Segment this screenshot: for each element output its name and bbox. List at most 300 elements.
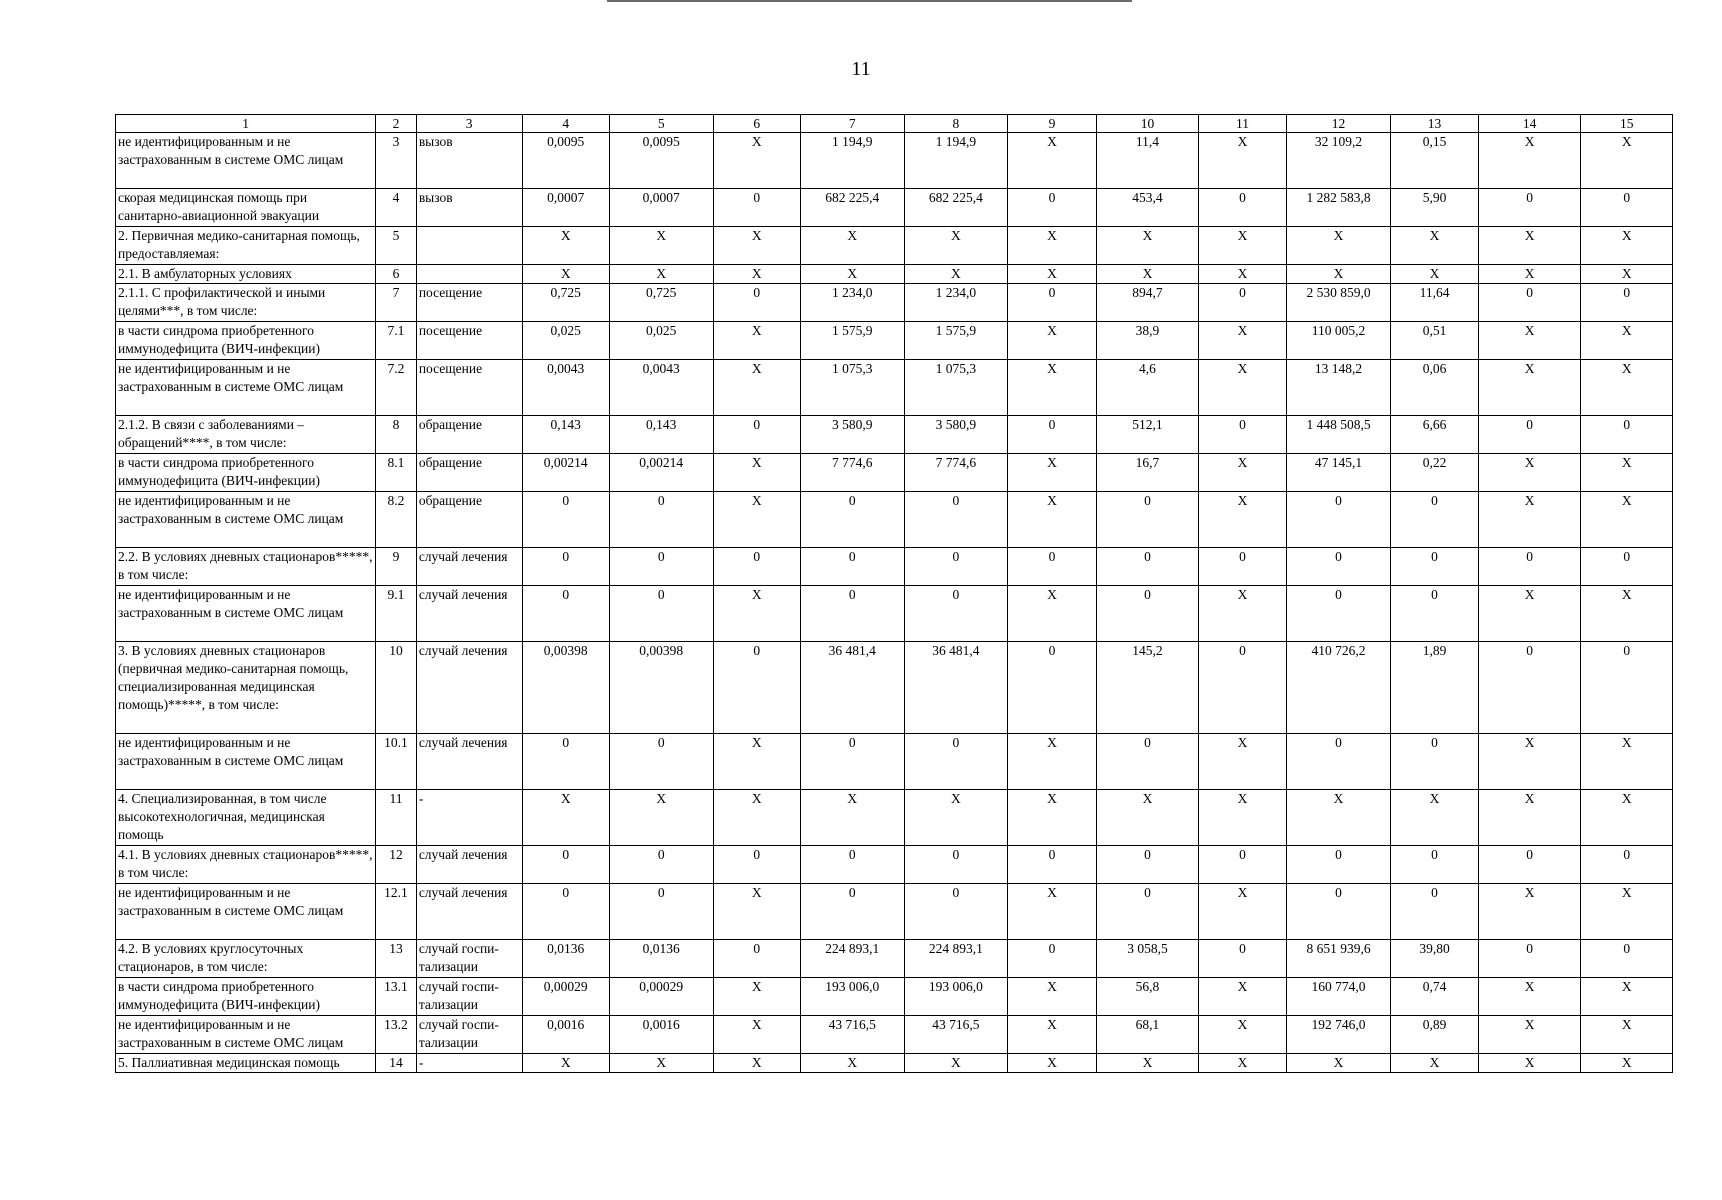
cell-col-5: 0,0007 xyxy=(609,189,713,227)
cell-col-12: 2 530 859,0 xyxy=(1286,284,1391,322)
cell-col-15: 0 xyxy=(1581,846,1673,884)
cell-col-11: X xyxy=(1199,1054,1286,1073)
cell-col-10: 0 xyxy=(1096,492,1199,548)
cell-col-14: X xyxy=(1478,492,1581,548)
cell-col-14: X xyxy=(1478,1016,1581,1054)
cell-col-8: 36 481,4 xyxy=(904,642,1008,734)
row-number: 12.1 xyxy=(376,884,417,940)
cell-col-6: X xyxy=(713,790,800,846)
unit: случай лечения xyxy=(416,884,522,940)
unit: обращение xyxy=(416,492,522,548)
row-number: 9 xyxy=(376,548,417,586)
cell-col-5: 0 xyxy=(609,492,713,548)
cell-col-8: X xyxy=(904,1054,1008,1073)
cell-col-9: X xyxy=(1008,884,1096,940)
row-label: в части синдрома приобретенного иммунодефицита (ВИЧ-инфекции) xyxy=(116,978,376,1016)
cell-col-13: 0 xyxy=(1391,586,1478,642)
row-label: 2.1.1. С профилактической и иными целями***, в том числе: xyxy=(116,284,376,322)
table-row xyxy=(116,227,1673,265)
cell-col-12: X xyxy=(1286,227,1391,265)
unit: вызов xyxy=(416,189,522,227)
cell-col-6: 0 xyxy=(713,846,800,884)
row-label: 4. Специализированная, в том числе высокотехнологичная, медицинская помощь xyxy=(116,790,376,846)
cell-col-7: X xyxy=(800,790,904,846)
cell-col-5: 0,00029 xyxy=(609,978,713,1016)
cell-col-10: X xyxy=(1096,227,1199,265)
cell-col-6: X xyxy=(713,360,800,416)
cell-col-7: 1 075,3 xyxy=(800,360,904,416)
cell-col-7: X xyxy=(800,265,904,284)
table-row xyxy=(116,790,1673,846)
cell-col-9: X xyxy=(1008,492,1096,548)
row-number: 9.1 xyxy=(376,586,417,642)
row-label: не идентифицированным и не застрахованным в системе ОМС лицам xyxy=(116,360,376,416)
cell-col-9: X xyxy=(1008,586,1096,642)
table-row xyxy=(116,189,1673,227)
table-row xyxy=(116,416,1673,454)
cell-col-5: 0,0095 xyxy=(609,133,713,189)
cell-col-11: X xyxy=(1199,978,1286,1016)
cell-col-8: X xyxy=(904,265,1008,284)
cell-col-9: 0 xyxy=(1008,548,1096,586)
cell-col-15: X xyxy=(1581,133,1673,189)
cell-col-14: 0 xyxy=(1478,284,1581,322)
cell-col-4: 0 xyxy=(522,492,609,548)
cell-col-11: 0 xyxy=(1199,416,1286,454)
cell-col-7: 0 xyxy=(800,846,904,884)
top-rule xyxy=(607,0,1132,2)
row-number: 5 xyxy=(376,227,417,265)
cell-col-8: 0 xyxy=(904,734,1008,790)
cell-col-5: 0,725 xyxy=(609,284,713,322)
cell-col-11: 0 xyxy=(1199,940,1286,978)
row-number: 10.1 xyxy=(376,734,417,790)
cell-col-14: 0 xyxy=(1478,846,1581,884)
cell-col-14: 0 xyxy=(1478,548,1581,586)
cell-col-4: 0,725 xyxy=(522,284,609,322)
cell-col-5: 0,00398 xyxy=(609,642,713,734)
unit: случай госпи-тализации xyxy=(416,940,522,978)
cell-col-11: X xyxy=(1199,360,1286,416)
column-number-5: 5 xyxy=(609,115,713,133)
cell-col-15: X xyxy=(1581,360,1673,416)
row-label: 2.1.2. В связи с заболеваниями – обращений****, в том числе: xyxy=(116,416,376,454)
cell-col-5: 0,0136 xyxy=(609,940,713,978)
row-label: скорая медицинская помощь при санитарно-авиационной эвакуации xyxy=(116,189,376,227)
table-row xyxy=(116,642,1673,734)
cell-col-5: 0,0016 xyxy=(609,1016,713,1054)
row-label: 5. Паллиативная медицинская помощь xyxy=(116,1054,376,1073)
cell-col-13: 0,06 xyxy=(1391,360,1478,416)
cell-col-10: 894,7 xyxy=(1096,284,1199,322)
unit: случай лечения xyxy=(416,846,522,884)
cell-col-7: 43 716,5 xyxy=(800,1016,904,1054)
column-number-3: 3 xyxy=(416,115,522,133)
cell-col-13: X xyxy=(1391,1054,1478,1073)
cell-col-13: X xyxy=(1391,790,1478,846)
cell-col-15: X xyxy=(1581,1054,1673,1073)
cell-col-10: 453,4 xyxy=(1096,189,1199,227)
table-row xyxy=(116,734,1673,790)
cell-col-12: 1 448 508,5 xyxy=(1286,416,1391,454)
cell-col-10: X xyxy=(1096,790,1199,846)
cell-col-14: 0 xyxy=(1478,940,1581,978)
table-row xyxy=(116,492,1673,548)
cell-col-6: X xyxy=(713,978,800,1016)
row-label: не идентифицированным и не застрахованным в системе ОМС лицам xyxy=(116,734,376,790)
cell-col-13: 0 xyxy=(1391,492,1478,548)
cell-col-12: 0 xyxy=(1286,586,1391,642)
row-number: 8.2 xyxy=(376,492,417,548)
cell-col-7: 7 774,6 xyxy=(800,454,904,492)
cell-col-4: 0,0043 xyxy=(522,360,609,416)
table-row xyxy=(116,846,1673,884)
cell-col-7: X xyxy=(800,1054,904,1073)
cell-col-10: 3 058,5 xyxy=(1096,940,1199,978)
cell-col-10: 56,8 xyxy=(1096,978,1199,1016)
row-number: 8.1 xyxy=(376,454,417,492)
cell-col-9: X xyxy=(1008,978,1096,1016)
cell-col-13: 6,66 xyxy=(1391,416,1478,454)
cell-col-9: X xyxy=(1008,734,1096,790)
cell-col-4: 0 xyxy=(522,586,609,642)
unit: случай госпи-тализации xyxy=(416,1016,522,1054)
cell-col-11: X xyxy=(1199,1016,1286,1054)
cell-col-10: 512,1 xyxy=(1096,416,1199,454)
cell-col-6: 0 xyxy=(713,548,800,586)
row-label: 4.1. В условиях дневных стационаров*****, в том числе: xyxy=(116,846,376,884)
cell-col-9: X xyxy=(1008,1054,1096,1073)
cell-col-12: 1 282 583,8 xyxy=(1286,189,1391,227)
cell-col-14: 0 xyxy=(1478,642,1581,734)
unit: случай лечения xyxy=(416,734,522,790)
cell-col-14: X xyxy=(1478,322,1581,360)
cell-col-14: X xyxy=(1478,790,1581,846)
cell-col-11: X xyxy=(1199,492,1286,548)
unit: вызов xyxy=(416,133,522,189)
cell-col-12: 32 109,2 xyxy=(1286,133,1391,189)
cell-col-6: 0 xyxy=(713,940,800,978)
cell-col-14: 0 xyxy=(1478,416,1581,454)
cell-col-9: X xyxy=(1008,227,1096,265)
cell-col-4: 0,00214 xyxy=(522,454,609,492)
row-number: 8 xyxy=(376,416,417,454)
unit: случай лечения xyxy=(416,642,522,734)
cell-col-10: 11,4 xyxy=(1096,133,1199,189)
page-number: 11 xyxy=(851,58,871,80)
cell-col-5: 0,025 xyxy=(609,322,713,360)
cell-col-12: X xyxy=(1286,265,1391,284)
cell-col-11: 0 xyxy=(1199,284,1286,322)
cell-col-8: 43 716,5 xyxy=(904,1016,1008,1054)
header-row xyxy=(116,115,1673,133)
table-row xyxy=(116,360,1673,416)
cell-col-13: 5,90 xyxy=(1391,189,1478,227)
cell-col-15: 0 xyxy=(1581,642,1673,734)
cell-col-12: 410 726,2 xyxy=(1286,642,1391,734)
cell-col-15: 0 xyxy=(1581,548,1673,586)
table-row xyxy=(116,133,1673,189)
cell-col-7: 224 893,1 xyxy=(800,940,904,978)
cell-col-15: X xyxy=(1581,884,1673,940)
cell-col-11: 0 xyxy=(1199,846,1286,884)
cell-col-9: X xyxy=(1008,454,1096,492)
cell-col-6: X xyxy=(713,734,800,790)
unit: - xyxy=(416,1054,522,1073)
cell-col-10: 16,7 xyxy=(1096,454,1199,492)
column-number-9: 9 xyxy=(1008,115,1096,133)
table-row xyxy=(116,884,1673,940)
row-number: 10 xyxy=(376,642,417,734)
unit xyxy=(416,265,522,284)
cell-col-12: 110 005,2 xyxy=(1286,322,1391,360)
cell-col-13: 0,15 xyxy=(1391,133,1478,189)
cell-col-4: 0,0136 xyxy=(522,940,609,978)
cell-col-5: X xyxy=(609,227,713,265)
row-label: не идентифицированным и не застрахованным в системе ОМС лицам xyxy=(116,492,376,548)
cell-col-13: 0 xyxy=(1391,884,1478,940)
cell-col-13: 0,22 xyxy=(1391,454,1478,492)
cell-col-4: 0,0016 xyxy=(522,1016,609,1054)
cell-col-6: 0 xyxy=(713,189,800,227)
cell-col-15: X xyxy=(1581,978,1673,1016)
cell-col-8: 0 xyxy=(904,586,1008,642)
cell-col-15: X xyxy=(1581,322,1673,360)
cell-col-11: X xyxy=(1199,884,1286,940)
cell-col-4: X xyxy=(522,790,609,846)
column-number-8: 8 xyxy=(904,115,1008,133)
cell-col-6: X xyxy=(713,322,800,360)
cell-col-7: 682 225,4 xyxy=(800,189,904,227)
cell-col-4: 0,025 xyxy=(522,322,609,360)
cell-col-6: X xyxy=(713,133,800,189)
cell-col-14: X xyxy=(1478,1054,1581,1073)
cell-col-8: 1 075,3 xyxy=(904,360,1008,416)
cell-col-6: X xyxy=(713,1054,800,1073)
cell-col-5: 0,0043 xyxy=(609,360,713,416)
cell-col-8: X xyxy=(904,790,1008,846)
cell-col-5: X xyxy=(609,790,713,846)
cell-col-9: 0 xyxy=(1008,940,1096,978)
unit: обращение xyxy=(416,454,522,492)
cell-col-12: X xyxy=(1286,1054,1391,1073)
cell-col-8: X xyxy=(904,227,1008,265)
row-number: 6 xyxy=(376,265,417,284)
cell-col-4: 0 xyxy=(522,884,609,940)
cell-col-15: 0 xyxy=(1581,284,1673,322)
cell-col-7: 0 xyxy=(800,492,904,548)
cell-col-7: 193 006,0 xyxy=(800,978,904,1016)
cell-col-11: 0 xyxy=(1199,189,1286,227)
cell-col-6: X xyxy=(713,586,800,642)
cell-col-12: 192 746,0 xyxy=(1286,1016,1391,1054)
cell-col-8: 1 575,9 xyxy=(904,322,1008,360)
cell-col-8: 193 006,0 xyxy=(904,978,1008,1016)
cell-col-15: 0 xyxy=(1581,189,1673,227)
cell-col-11: X xyxy=(1199,265,1286,284)
cell-col-5: 0 xyxy=(609,548,713,586)
cell-col-15: 0 xyxy=(1581,416,1673,454)
cell-col-14: X xyxy=(1478,360,1581,416)
cell-col-14: 0 xyxy=(1478,189,1581,227)
cell-col-11: X xyxy=(1199,133,1286,189)
unit: посещение xyxy=(416,360,522,416)
row-number: 7 xyxy=(376,284,417,322)
cell-col-13: 0,74 xyxy=(1391,978,1478,1016)
column-number-4: 4 xyxy=(522,115,609,133)
cell-col-6: X xyxy=(713,454,800,492)
cell-col-10: 0 xyxy=(1096,548,1199,586)
cell-col-11: 0 xyxy=(1199,548,1286,586)
cell-col-14: X xyxy=(1478,265,1581,284)
cell-col-5: 0,143 xyxy=(609,416,713,454)
unit: случай лечения xyxy=(416,586,522,642)
cell-col-11: X xyxy=(1199,790,1286,846)
cell-col-11: X xyxy=(1199,227,1286,265)
cell-col-9: 0 xyxy=(1008,189,1096,227)
cell-col-6: X xyxy=(713,492,800,548)
column-number-2: 2 xyxy=(376,115,417,133)
row-number: 7.2 xyxy=(376,360,417,416)
unit: посещение xyxy=(416,284,522,322)
row-number: 12 xyxy=(376,846,417,884)
table-row xyxy=(116,322,1673,360)
cell-col-13: 0,51 xyxy=(1391,322,1478,360)
cell-col-4: 0,0095 xyxy=(522,133,609,189)
cell-col-4: 0,143 xyxy=(522,416,609,454)
table-row xyxy=(116,548,1673,586)
cell-col-7: 1 194,9 xyxy=(800,133,904,189)
cell-col-7: 0 xyxy=(800,548,904,586)
row-number: 13 xyxy=(376,940,417,978)
row-number: 7.1 xyxy=(376,322,417,360)
cell-col-7: 1 234,0 xyxy=(800,284,904,322)
row-label: не идентифицированным и не застрахованным в системе ОМС лицам xyxy=(116,133,376,189)
row-number: 11 xyxy=(376,790,417,846)
cell-col-14: X xyxy=(1478,454,1581,492)
cell-col-15: X xyxy=(1581,1016,1673,1054)
cell-col-13: 0 xyxy=(1391,548,1478,586)
cell-col-5: 0 xyxy=(609,586,713,642)
cell-col-12: 0 xyxy=(1286,492,1391,548)
column-number-6: 6 xyxy=(713,115,800,133)
table-row xyxy=(116,1016,1673,1054)
cell-col-8: 3 580,9 xyxy=(904,416,1008,454)
cell-col-15: X xyxy=(1581,454,1673,492)
cell-col-4: 0 xyxy=(522,548,609,586)
cell-col-12: 8 651 939,6 xyxy=(1286,940,1391,978)
cell-col-14: X xyxy=(1478,884,1581,940)
cell-col-6: 0 xyxy=(713,284,800,322)
cell-col-13: X xyxy=(1391,227,1478,265)
cell-col-13: 0 xyxy=(1391,734,1478,790)
column-number-1: 1 xyxy=(116,115,376,133)
cell-col-7: 0 xyxy=(800,734,904,790)
table-row xyxy=(116,586,1673,642)
cell-col-11: X xyxy=(1199,454,1286,492)
cell-col-6: 0 xyxy=(713,642,800,734)
cell-col-9: 0 xyxy=(1008,846,1096,884)
cell-col-8: 0 xyxy=(904,548,1008,586)
cell-col-4: X xyxy=(522,227,609,265)
cell-col-7: 0 xyxy=(800,884,904,940)
cell-col-4: X xyxy=(522,1054,609,1073)
cell-col-10: 0 xyxy=(1096,734,1199,790)
cell-col-7: 0 xyxy=(800,586,904,642)
data-table xyxy=(115,114,1673,1073)
cell-col-15: X xyxy=(1581,227,1673,265)
cell-col-10: 4,6 xyxy=(1096,360,1199,416)
column-number-13: 13 xyxy=(1391,115,1478,133)
cell-col-13: 1,89 xyxy=(1391,642,1478,734)
unit xyxy=(416,227,522,265)
cell-col-13: X xyxy=(1391,265,1478,284)
cell-col-12: 0 xyxy=(1286,548,1391,586)
table-row xyxy=(116,940,1673,978)
unit: - xyxy=(416,790,522,846)
row-label: не идентифицированным и не застрахованным в системе ОМС лицам xyxy=(116,1016,376,1054)
cell-col-12: 160 774,0 xyxy=(1286,978,1391,1016)
cell-col-5: 0 xyxy=(609,734,713,790)
unit: случай лечения xyxy=(416,548,522,586)
cell-col-10: 68,1 xyxy=(1096,1016,1199,1054)
row-label: не идентифицированным и не застрахованным в системе ОМС лицам xyxy=(116,884,376,940)
cell-col-10: 0 xyxy=(1096,846,1199,884)
cell-col-11: X xyxy=(1199,322,1286,360)
cell-col-6: X xyxy=(713,227,800,265)
cell-col-12: 13 148,2 xyxy=(1286,360,1391,416)
column-number-15: 15 xyxy=(1581,115,1673,133)
cell-col-12: 47 145,1 xyxy=(1286,454,1391,492)
cell-col-10: 0 xyxy=(1096,884,1199,940)
cell-col-13: 0,89 xyxy=(1391,1016,1478,1054)
cell-col-11: X xyxy=(1199,734,1286,790)
row-number: 13.2 xyxy=(376,1016,417,1054)
cell-col-4: 0,00029 xyxy=(522,978,609,1016)
cell-col-9: 0 xyxy=(1008,284,1096,322)
cell-col-10: 145,2 xyxy=(1096,642,1199,734)
cell-col-5: 0,00214 xyxy=(609,454,713,492)
cell-col-12: 0 xyxy=(1286,734,1391,790)
cell-col-10: 0 xyxy=(1096,586,1199,642)
cell-col-14: X xyxy=(1478,133,1581,189)
cell-col-8: 1 234,0 xyxy=(904,284,1008,322)
unit: обращение xyxy=(416,416,522,454)
cell-col-7: X xyxy=(800,227,904,265)
cell-col-8: 0 xyxy=(904,884,1008,940)
cell-col-6: X xyxy=(713,1016,800,1054)
cell-col-5: X xyxy=(609,1054,713,1073)
cell-col-5: 0 xyxy=(609,884,713,940)
cell-col-11: X xyxy=(1199,586,1286,642)
cell-col-15: X xyxy=(1581,586,1673,642)
row-number: 14 xyxy=(376,1054,417,1073)
cell-col-4: 0 xyxy=(522,846,609,884)
cell-col-15: 0 xyxy=(1581,940,1673,978)
row-label: 2. Первичная медико-санитарная помощь, предоставляемая: xyxy=(116,227,376,265)
cell-col-13: 11,64 xyxy=(1391,284,1478,322)
cell-col-8: 0 xyxy=(904,846,1008,884)
row-label: не идентифицированным и не застрахованным в системе ОМС лицам xyxy=(116,586,376,642)
table-row xyxy=(116,454,1673,492)
row-number: 3 xyxy=(376,133,417,189)
cell-col-15: X xyxy=(1581,492,1673,548)
cell-col-9: X xyxy=(1008,322,1096,360)
cell-col-14: X xyxy=(1478,227,1581,265)
cell-col-12: X xyxy=(1286,790,1391,846)
cell-col-6: 0 xyxy=(713,416,800,454)
cell-col-13: 0 xyxy=(1391,846,1478,884)
